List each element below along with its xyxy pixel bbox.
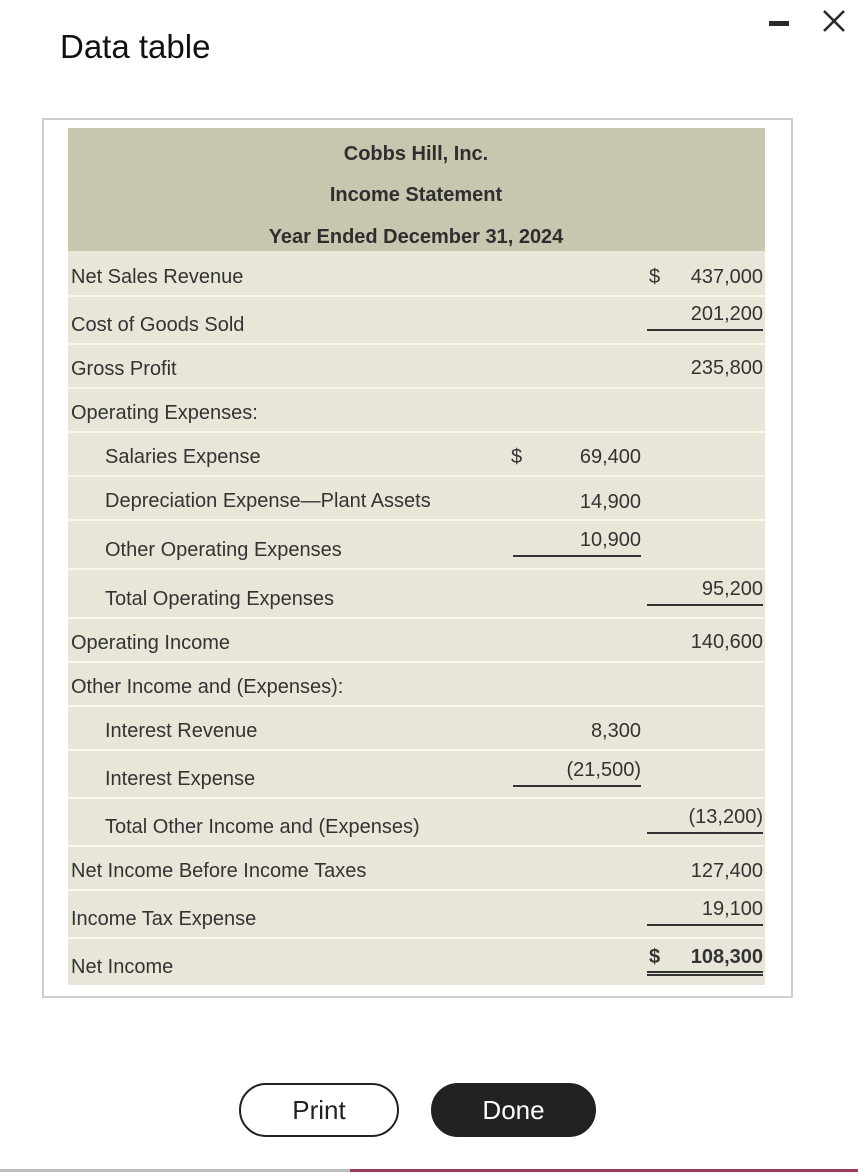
- table-row: [68, 433, 765, 477]
- table-row: [68, 939, 765, 985]
- row-label: Total Operating Expenses: [105, 588, 335, 610]
- table-row: [68, 707, 765, 751]
- row-label: Depreciation Expense—Plant Assets: [105, 490, 431, 512]
- row-amount: 8,300: [590, 720, 641, 742]
- row-label: Interest Expense: [105, 768, 256, 790]
- row-label: Salaries Expense: [105, 446, 261, 468]
- done-button[interactable]: Done: [431, 1083, 596, 1137]
- section-heading: Operating Expenses:: [71, 402, 258, 424]
- row-total: (13,200): [647, 806, 763, 834]
- net-income-total: 108,300: [647, 946, 763, 976]
- row-label: Net Sales Revenue: [71, 266, 244, 288]
- row-label: Net Income: [71, 956, 174, 978]
- row-label: Total Other Income and (Expenses): [105, 816, 420, 838]
- row-label: Gross Profit: [71, 358, 177, 380]
- row-label: Other Operating Expenses: [105, 539, 342, 561]
- row-amount: 69,400: [579, 446, 641, 468]
- minimize-icon: [769, 21, 789, 26]
- income-statement-table: [68, 128, 765, 985]
- close-icon: [821, 8, 847, 34]
- row-label: Income Tax Expense: [71, 908, 257, 930]
- bottom-accent-bar: [350, 1169, 858, 1172]
- row-label: Net Income Before Income Taxes: [71, 860, 367, 882]
- row-amount: (21,500): [513, 759, 641, 787]
- table-row: [68, 891, 765, 939]
- row-label: Cost of Goods Sold: [71, 314, 245, 336]
- section-heading: Other Income and (Expenses):: [71, 676, 344, 698]
- table-row: [68, 847, 765, 891]
- statement-period: Year Ended December 31, 2024: [268, 226, 564, 248]
- table-row: [68, 619, 765, 663]
- row-total: 235,800: [690, 357, 763, 379]
- row-total: 95,200: [647, 578, 763, 606]
- minimize-button[interactable]: [764, 4, 794, 38]
- table-row: [68, 477, 765, 521]
- dollar-sign: $: [511, 446, 523, 468]
- row-total: 127,400: [690, 860, 763, 882]
- dollar-sign: $: [649, 266, 661, 288]
- table-row: [68, 389, 765, 433]
- table-row: [68, 663, 765, 707]
- close-button[interactable]: [816, 4, 852, 38]
- statement-name: Income Statement: [329, 184, 503, 206]
- table-row: [68, 521, 765, 570]
- table-row: [68, 345, 765, 389]
- row-label: Operating Income: [71, 632, 230, 654]
- row-amount: 10,900: [513, 529, 641, 557]
- print-button[interactable]: Print: [239, 1083, 399, 1137]
- row-total: 19,100: [647, 898, 763, 926]
- row-total: 201,200: [647, 303, 763, 331]
- dollar-sign: $: [649, 946, 661, 968]
- table-row: [68, 751, 765, 799]
- dialog-title: Data table: [60, 28, 211, 65]
- table-row: [68, 251, 765, 297]
- table-row: [68, 799, 765, 847]
- row-amount: 14,900: [579, 491, 641, 513]
- table-row: [68, 570, 765, 619]
- table-row: [68, 297, 765, 345]
- row-label: Interest Revenue: [105, 720, 258, 742]
- statement-header: [68, 128, 765, 251]
- row-total: 437,000: [690, 266, 763, 288]
- company-name: Cobbs Hill, Inc.: [343, 143, 489, 165]
- row-total: 140,600: [690, 631, 763, 653]
